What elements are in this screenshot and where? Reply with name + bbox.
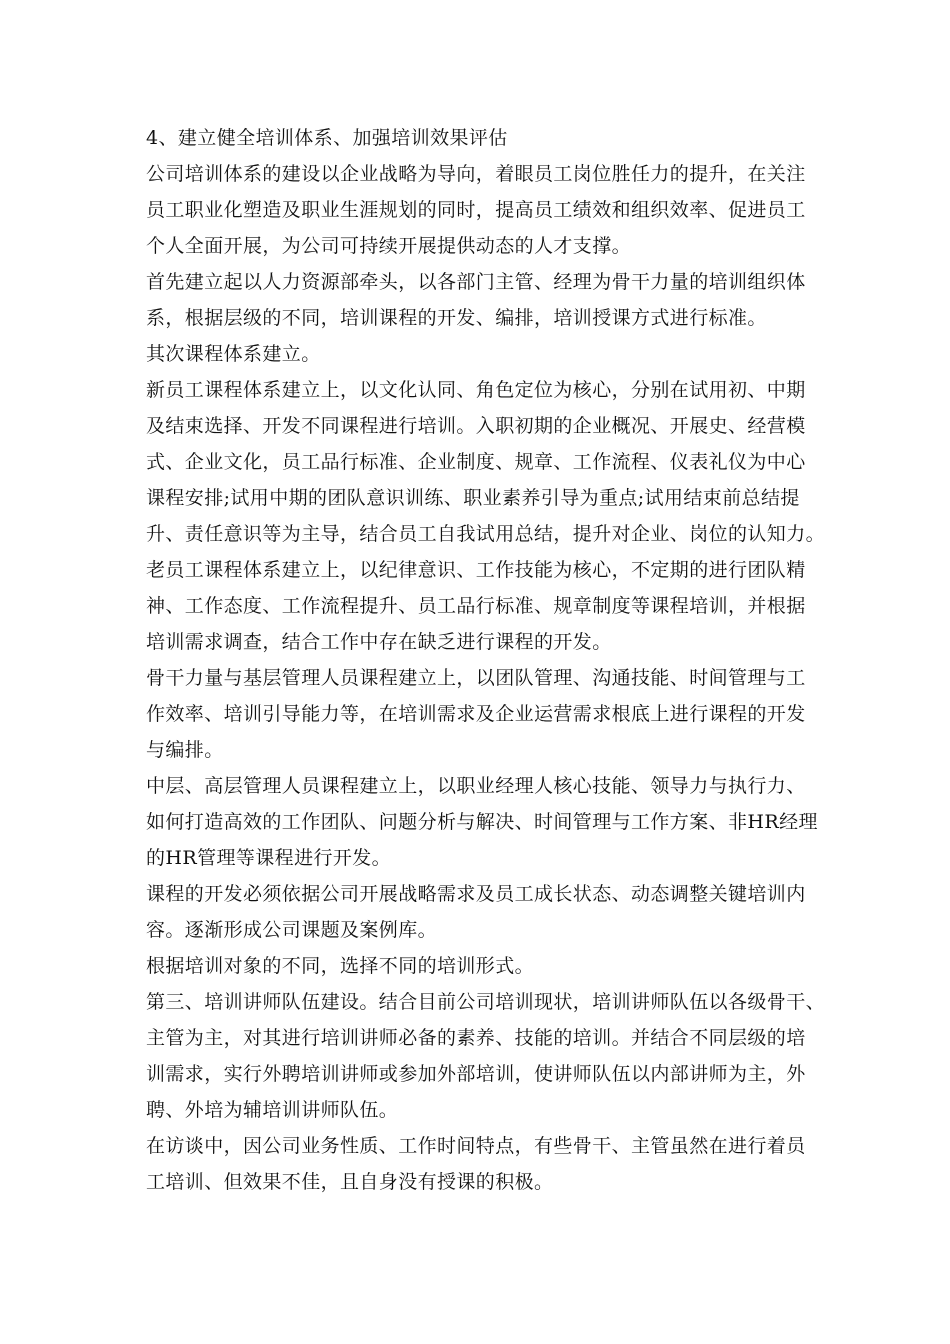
text-line: 第三、培训讲师队伍建设。结合目前公司培训现状，培训讲师队伍以各级骨干、	[146, 991, 826, 1013]
text-line: 个人全面开展，为公司可持续开展提供动态的人才支撑。	[146, 235, 632, 257]
text-line: 课程的开发必须依据公司开展战略需求及员工成长状态、动态调整关键培训内	[146, 883, 806, 905]
text-line: 训需求，实行外聘培训讲师或参加外部培训，使讲师队伍以内部讲师为主，外	[146, 1063, 806, 1085]
text-line: 中层、高层管理人员课程建立上，以职业经理人核心技能、领导力与执行力、	[146, 775, 806, 797]
text-line: 如何打造高效的工作团队、问题分析与解决、时间管理与工作方案、非HR经理	[146, 811, 818, 833]
text-line: 的HR管理等课程进行开发。	[146, 847, 392, 869]
text-line: 首先建立起以人力资源部牵头，以各部门主管、经理为骨干力量的培训组织体	[146, 271, 806, 293]
section-heading: 4、建立健全培训体系、加强培训效果评估	[146, 127, 508, 149]
text-line: 老员工课程体系建立上，以纪律意识、工作技能为核心，不定期的进行团队精	[146, 559, 806, 581]
text-line: 容。逐渐形成公司课题及案例库。	[146, 919, 438, 941]
text-line: 根据培训对象的不同，选择不同的培训形式。	[146, 955, 535, 977]
text-line: 新员工课程体系建立上，以文化认同、角色定位为核心，分别在试用初、中期	[146, 379, 806, 401]
text-line: 课程安排;试用中期的团队意识训练、职业素养引导为重点;试用结束前总结提	[146, 487, 800, 509]
text-line: 升、责任意识等为主导，结合员工自我试用总结，提升对企业、岗位的认知力。	[146, 523, 826, 545]
text-line: 公司培训体系的建设以企业战略为导向，着眼员工岗位胜任力的提升，在关注	[146, 163, 806, 185]
text-line: 与编排。	[146, 739, 224, 761]
text-line: 骨干力量与基层管理人员课程建立上，以团队管理、沟通技能、时间管理与工	[146, 667, 806, 689]
text-line: 神、工作态度、工作流程提升、员工品行标准、规章制度等课程培训，并根据	[146, 595, 806, 617]
text-line: 其次课程体系建立。	[146, 343, 321, 365]
text-line: 及结束选择、开发不同课程进行培训。入职初期的企业概况、开展史、经营模	[146, 415, 806, 437]
text-line: 式、企业文化，员工品行标准、企业制度、规章、工作流程、仪表礼仪为中心	[146, 451, 806, 473]
text-line: 员工职业化塑造及职业生涯规划的同时，提高员工绩效和组织效率、促进员工	[146, 199, 806, 221]
text-line: 系，根据层级的不同，培训课程的开发、编排，培训授课方式进行标准。	[146, 307, 767, 329]
text-line: 聘、外培为辅培训讲师队伍。	[146, 1099, 399, 1121]
text-line: 主管为主，对其进行培训讲师必备的素养、技能的培训。并结合不同层级的培	[146, 1027, 806, 1049]
text-line: 工培训、但效果不佳，且自身没有授课的积极。	[146, 1171, 554, 1193]
text-line: 作效率、培训引导能力等，在培训需求及企业运营需求根底上进行课程的开发	[146, 703, 806, 725]
text-line: 在访谈中，因公司业务性质、工作时间特点，有些骨干、主管虽然在进行着员	[146, 1135, 806, 1157]
text-line: 培训需求调查，结合工作中存在缺乏进行课程的开发。	[146, 631, 612, 653]
